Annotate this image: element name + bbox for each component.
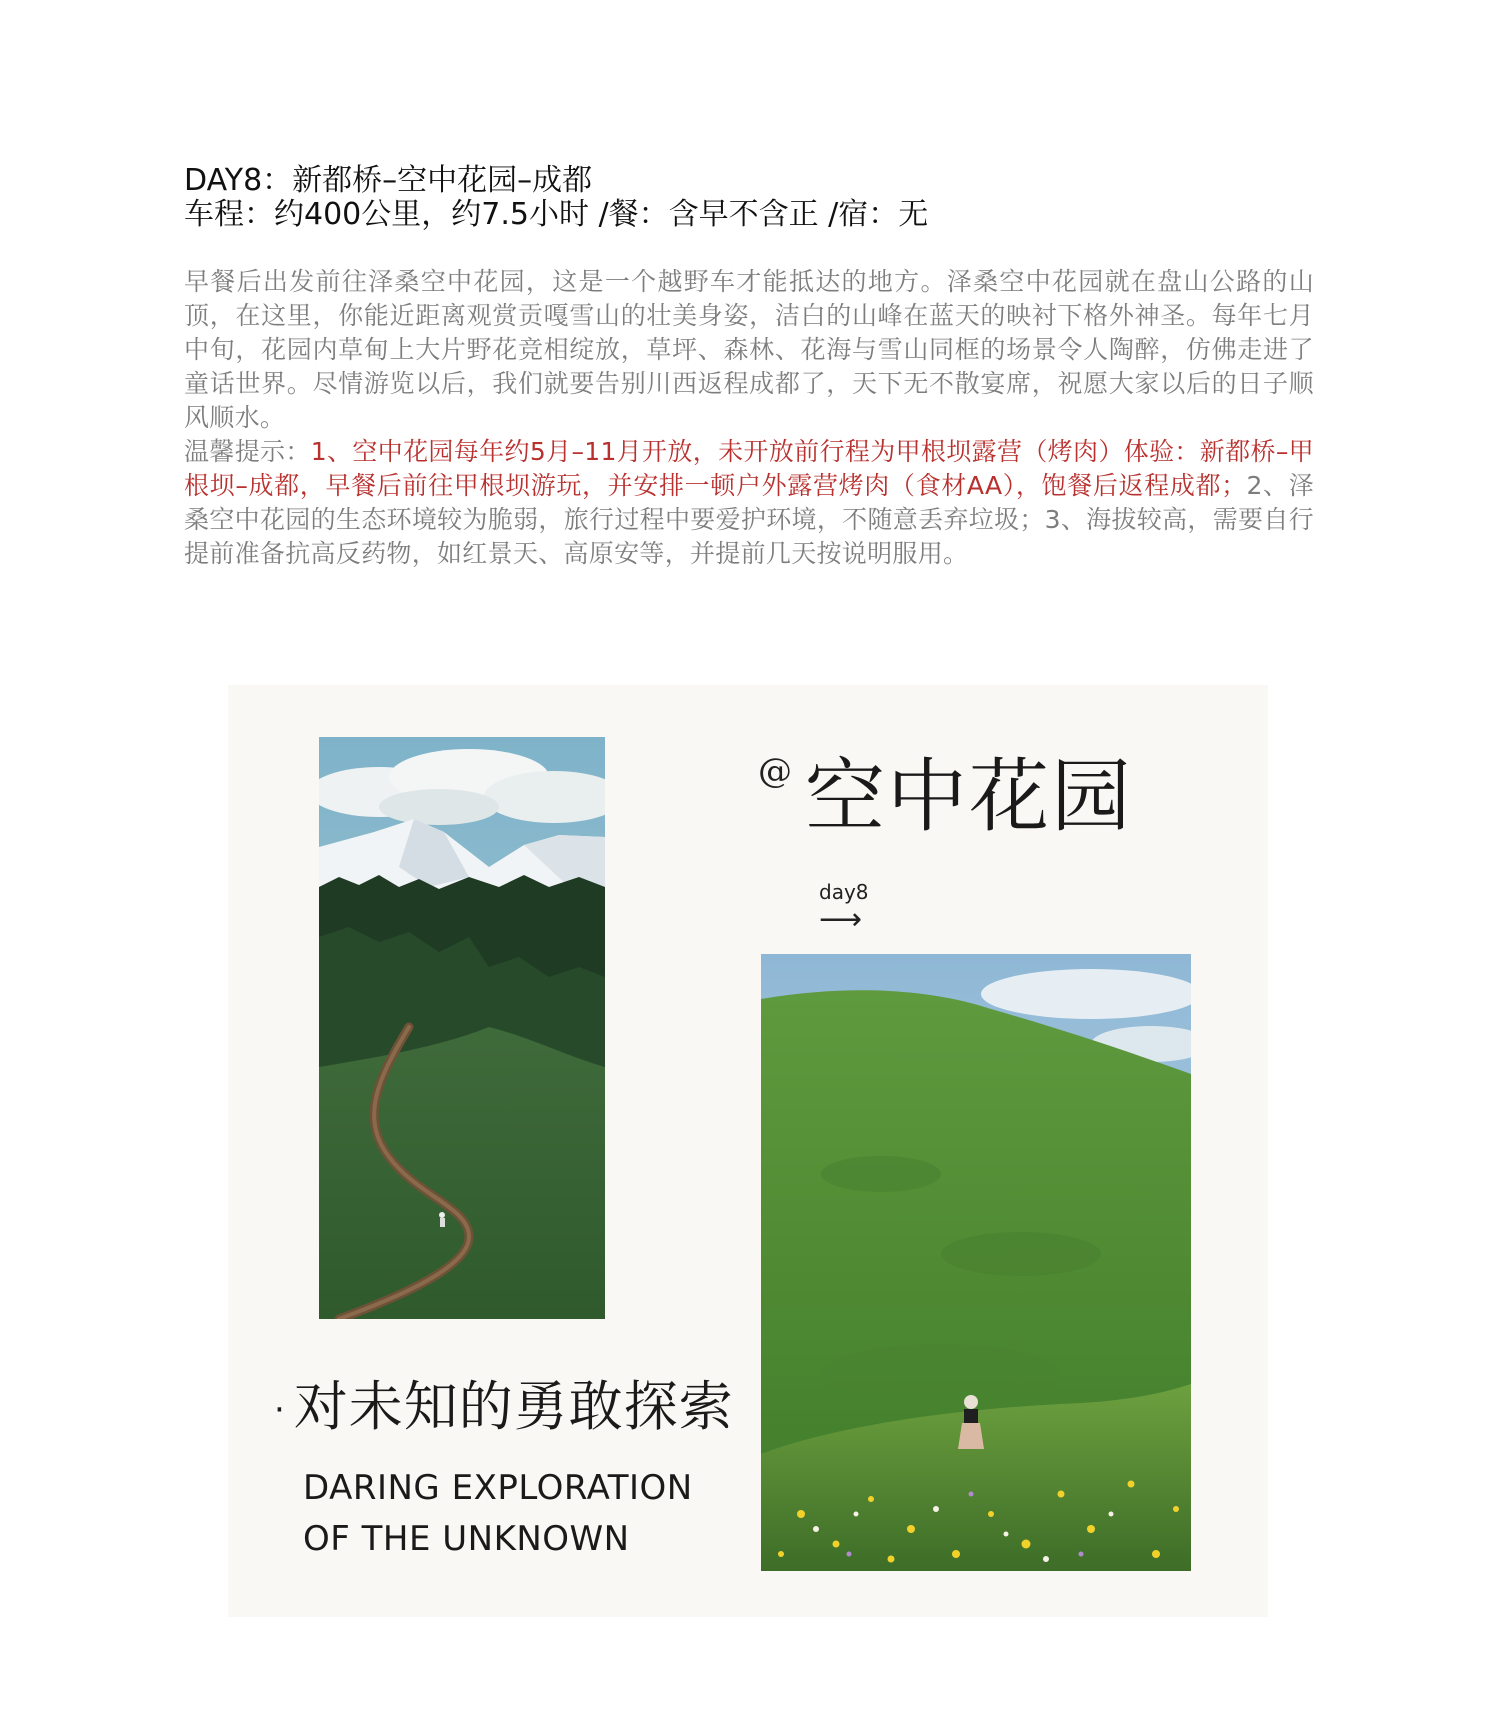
tip-label: 温馨提示：: [184, 437, 311, 466]
trip-info-line: 车程：约400公里，约7.5小时 /餐：含早不含正 /宿：无: [184, 197, 929, 232]
slogan-cn-text: 对未知的勇敢探索: [293, 1375, 734, 1438]
day-route-title: DAY8：新都桥–空中花园–成都: [184, 163, 593, 198]
green-hill-meadow-photo: [761, 954, 1191, 1571]
tip-rest: 2、泽桑空中花园的生态环境较为脆弱，旅行过程中要爱护环境，不随意丢弃垃圾；3、海拔较高，需要自行提前准备抗高反药物，如红景天、高原安等，并提前几天按说明服用。: [184, 471, 1314, 568]
snow-mountain-road-photo: [319, 737, 605, 1319]
at-symbol: @: [758, 751, 792, 791]
day-description-block: [184, 265, 1314, 571]
place-title-group: [758, 747, 1238, 847]
place-title: 空中花园: [805, 750, 1133, 843]
itinerary-header: [184, 164, 1314, 232]
slogan-en-line1: DARING EXPLORATION: [303, 1468, 693, 1508]
arrow-right-icon: ⟶: [819, 902, 863, 937]
slogan-cn: [274, 1373, 734, 1444]
day-label: day8: [819, 880, 869, 904]
destination-card: [228, 685, 1268, 1617]
slogan-en: [303, 1463, 693, 1565]
travel-tip: [184, 435, 1314, 571]
tip-highlight: 1、空中花园每年约5月–11月开放，未开放前行程为甲根坝露营（烤肉）体验：新都桥–甲根坝–成都，早餐后前往甲根坝游玩，并安排一顿户外露营烤肉（食材AA），饱餐后返程成都；: [184, 437, 1314, 500]
bullet-dot: ·: [274, 1390, 286, 1431]
day-description: 早餐后出发前往泽桑空中花园，这是一个越野车才能抵达的地方。泽桑空中花园就在盘山公路的山顶，在这里，你能近距离观赏贡嘎雪山的壮美身姿，洁白的山峰在蓝天的映衬下格外神圣。每年七月中旬，花园内草甸上大片野花竞相绽放，草坪、森林、花海与雪山同框的场景令人陶醉，仿佛走进了童话世界。尽情游览以后，我们就要告别川西返程成都了，天下无不散宴席，祝愿大家以后的日子顺风顺水。: [184, 267, 1314, 432]
slogan-en-line2: OF THE UNKNOWN: [303, 1519, 630, 1559]
